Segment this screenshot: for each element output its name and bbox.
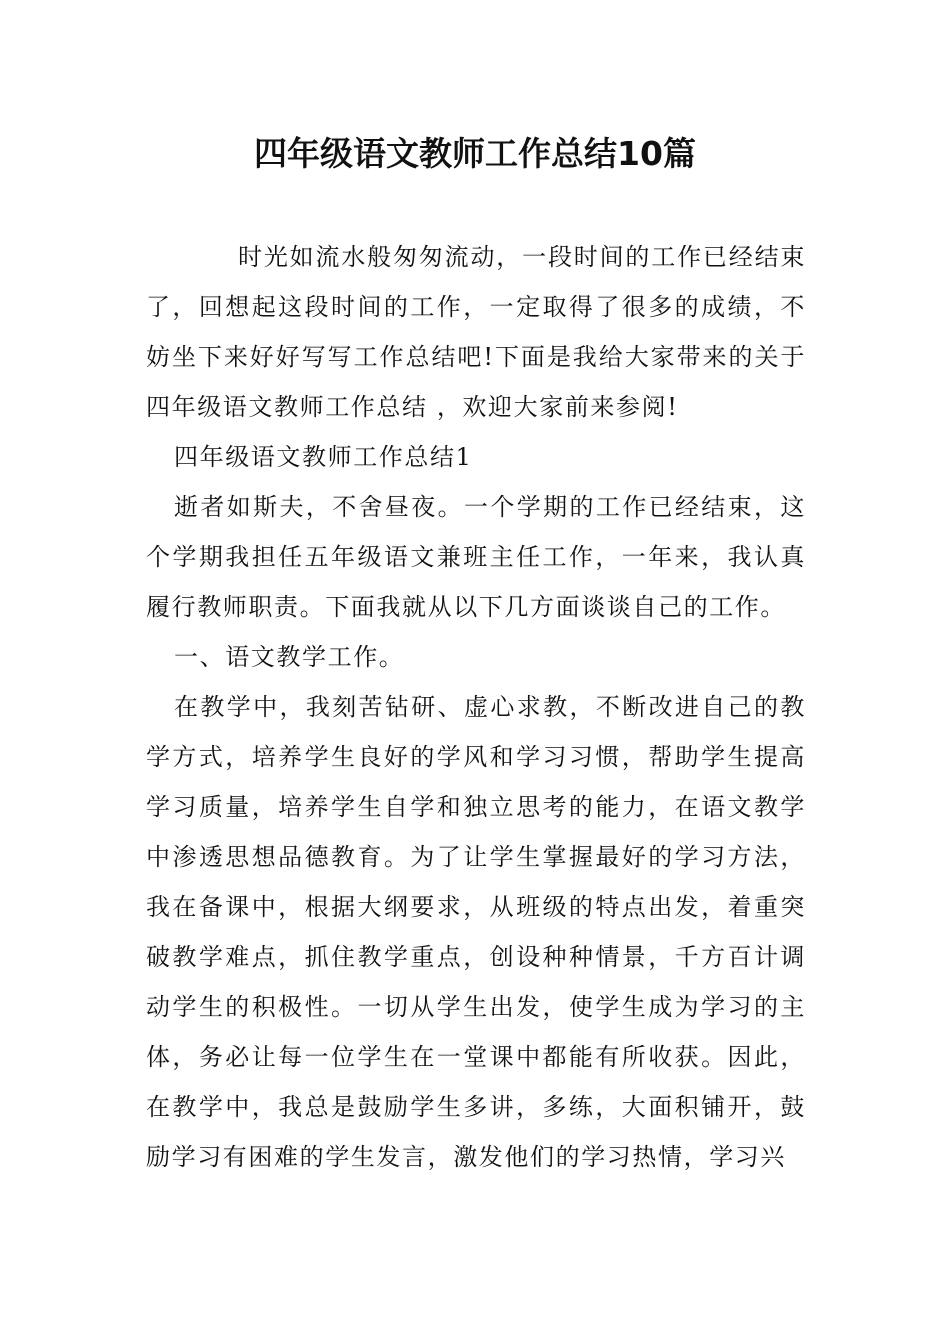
subsection-heading: 一、语文教学工作。 [174,643,405,671]
body-paragraph: 逝者如斯夫，不舍昼夜。一个学期的工作已经结束，这个学期我担任五年级语文兼班主任工作，一年来，我认真履行教师职责。下面我就从以下几方面谈谈自己的工作。 [146,493,806,621]
document-title: 四年级语文教师工作总结10篇 [254,134,696,173]
body-paragraph: 在教学中，我刻苦钻研、虚心求教，不断改进自己的教学方式，培养学生良好的学风和学习习惯，帮助学生提高学习质量，培养学生自学和独立思考的能力，在语文教学中渗透思想品德教育。为了让学生掌握最好的学习方法，我在备课中，根据大纲要求，从班级的特点出发，着重突破教学难点，抓住教学重点，创设种种情景，千方百计调动学生的积极性。一切从学生出发，使学生成为学习的主体，务必让每一位学生在一堂课中都能有所收获。因此，在教学中，我总是鼓励学生多讲，多练，大面积铺开，鼓励学习有困难的学生发言，激发他们的学习热情，学习兴 [146,693,806,1171]
section-heading: 四年级语文教师工作总结1 [174,443,473,471]
document-body [146,232,806,1182]
intro-paragraph: 时光如流水般匆匆流动，一段时间的工作已经结束了，回想起这段时间的工作，一定取得了很多的成绩，不妨坐下来好好写写工作总结吧!下面是我给大家带来的关于四年级语文教师工作总结 ，欢迎大家前来参阅! [146,243,806,421]
